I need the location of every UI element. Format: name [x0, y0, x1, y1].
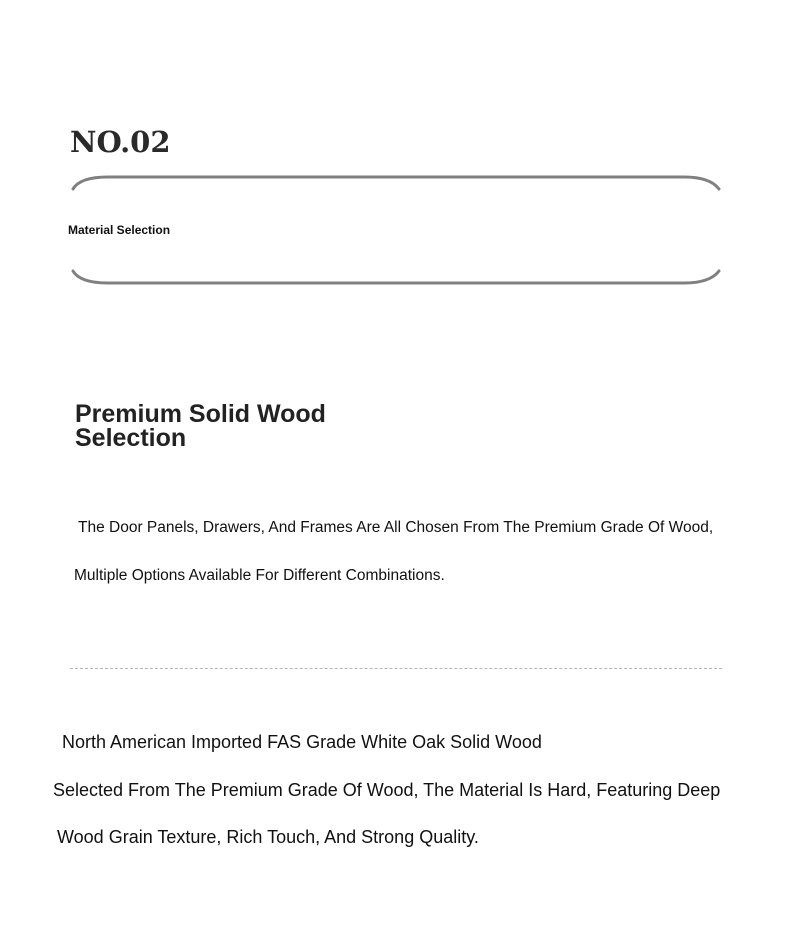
headline-line-2: Selection [75, 424, 187, 452]
feature-line-1: North American Imported FAS Grade White Oak Solid Wood [62, 732, 542, 752]
feature-line-2: Selected From The Premium Grade Of Wood, The Material Is Hard, Featuring Deep [53, 780, 721, 800]
section-number: NO.02 [70, 125, 171, 159]
headline [75, 402, 375, 450]
description-line-2: Multiple Options Available For Different Combinations. [74, 567, 445, 584]
feature-line-3: Wood Grain Texture, Rich Touch, And Strong Quality. [57, 827, 479, 847]
description-line-1: The Door Panels, Drawers, And Frames Are All Chosen From The Premium Grade Of Wood, [78, 519, 714, 536]
headline-line-1: Premium Solid Wood [75, 400, 326, 428]
section-label: Material Selection [68, 223, 171, 237]
dashed-divider [70, 668, 722, 669]
